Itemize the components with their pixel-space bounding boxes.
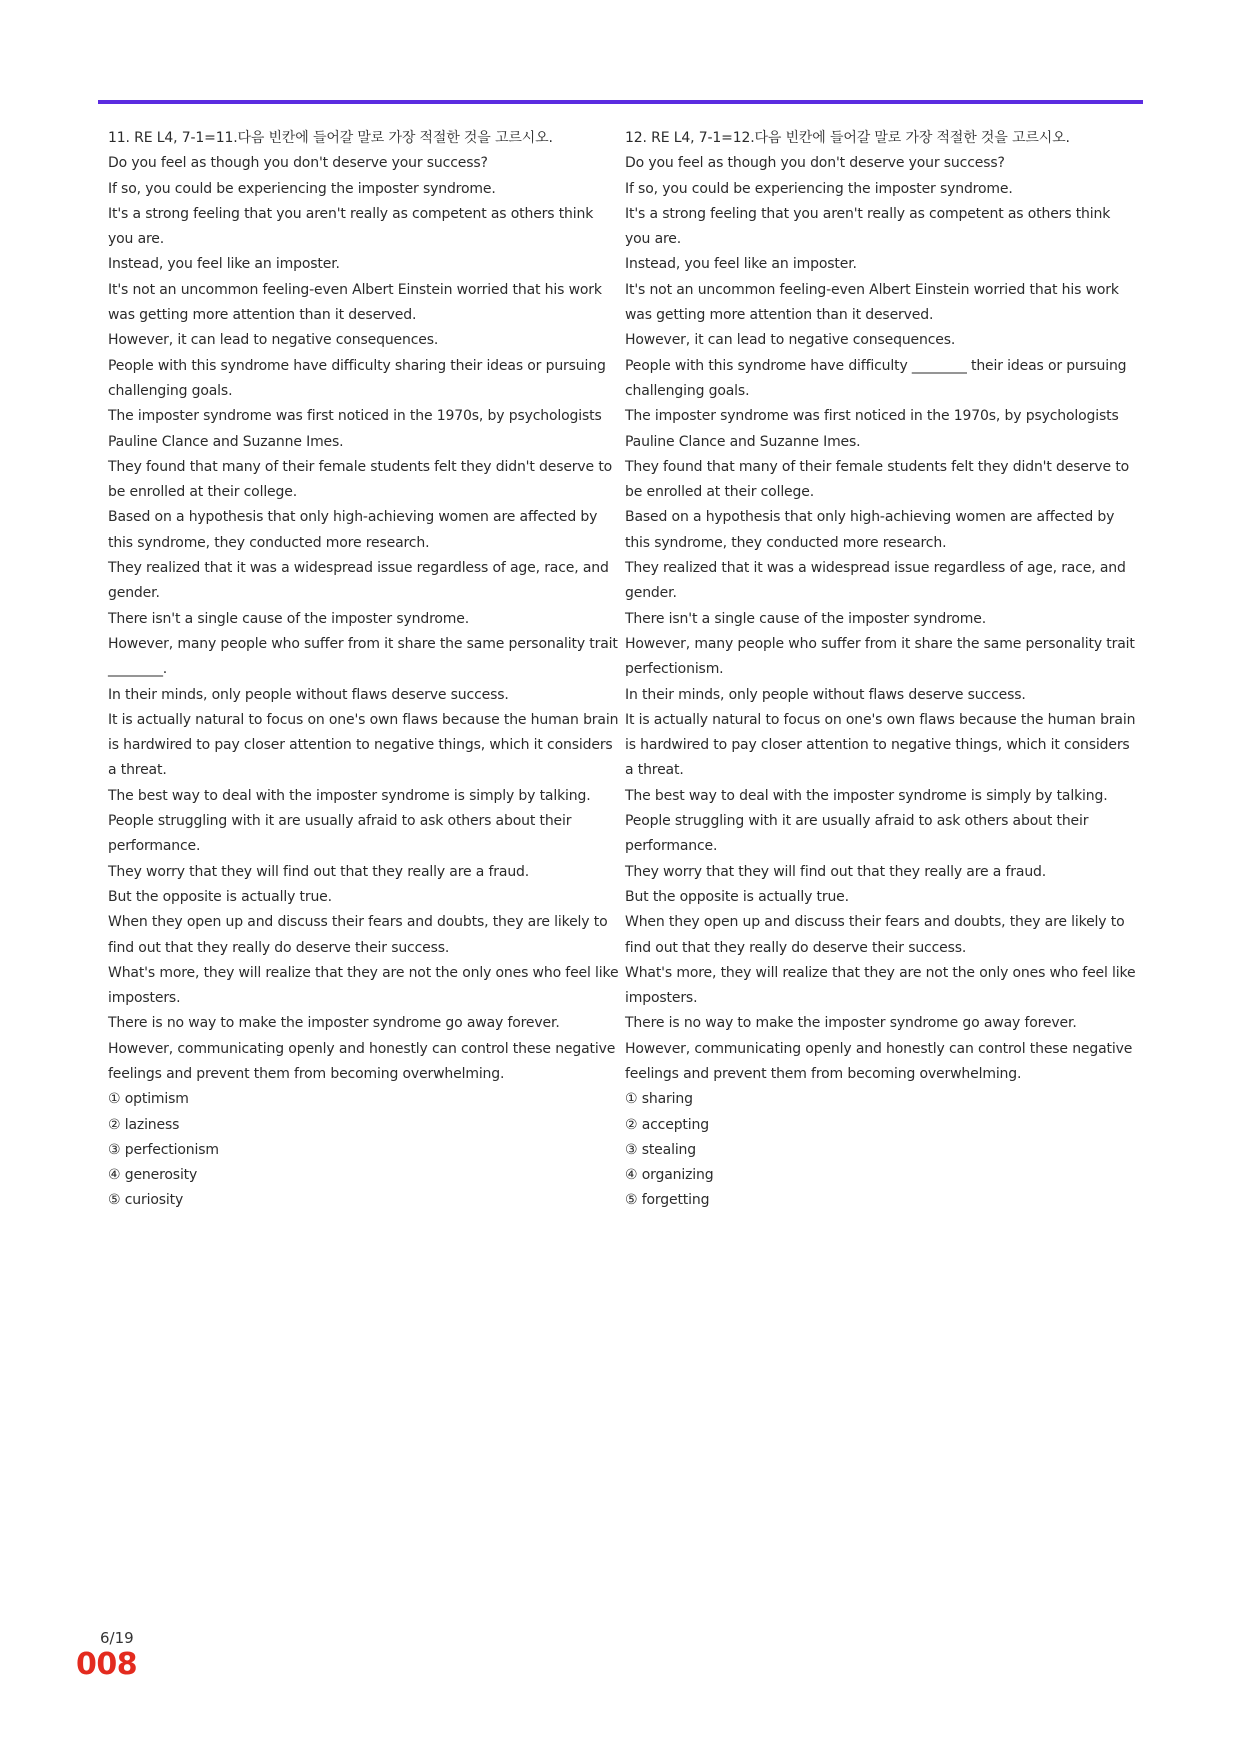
question-header: 12. RE L4, 7-1=12.다음 빈칸에 들어갈 말로 가장 적절한 것을 고르시오. — [625, 130, 1070, 146]
passage-line: It's not an uncommon feeling-even Albert Einstein worried that his work was getting more attention than it deserved. — [108, 281, 602, 324]
passage-line: The imposter syndrome was first noticed in the 1970s, by psychologists Pauline Clance and Suzanne Imes. — [625, 408, 1119, 450]
answer-option: ⑤ curiosity — [108, 1192, 184, 1209]
passage-line: However, it can lead to negative consequences. — [625, 332, 956, 349]
question-11 — [108, 126, 620, 1214]
answer-option: ③ stealing — [625, 1141, 697, 1158]
page-code: 008 — [76, 1647, 138, 1682]
passage-line: However, many people who suffer from it share the same personality trait perfectionism. — [625, 635, 1135, 678]
passage-line: In their minds, only people without flaws deserve success. — [108, 686, 509, 703]
passage-line: People struggling with it are usually afraid to ask others about their performance. — [625, 813, 1089, 855]
passage-line: When they open up and discuss their fears and doubts, they are likely to find out that they really do deserve their success. — [108, 914, 608, 956]
passage-line-with-blank: People with this syndrome have difficulty ________ their ideas or pursuing challenging goals. — [625, 357, 1127, 399]
passage-line: If so, you could be experiencing the imposter syndrome. — [625, 180, 1013, 197]
passage-line: It's a strong feeling that you aren't really as competent as others think you are. — [625, 205, 1111, 248]
answer-options — [108, 1087, 620, 1213]
question-12 — [625, 126, 1137, 1214]
passage-line-with-blank: However, many people who suffer from it share the same personality trait ________. — [108, 635, 618, 678]
passage-line: It's a strong feeling that you aren't really as competent as others think you are. — [108, 205, 594, 248]
passage-line: However, it can lead to negative consequences. — [108, 332, 439, 349]
answer-option: ④ generosity — [108, 1167, 198, 1184]
passage-line: People struggling with it are usually afraid to ask others about their performance. — [108, 813, 572, 855]
passage-line: They found that many of their female students felt they didn't deserve to be enrolled at their college. — [625, 458, 1130, 501]
answer-option: ① sharing — [625, 1091, 693, 1108]
passage-line: When they open up and discuss their fears and doubts, they are likely to find out that they really do deserve their success. — [625, 914, 1125, 956]
page-number: 6/19 — [100, 1629, 134, 1647]
passage-line: They worry that they will find out that they really are a fraud. — [108, 863, 530, 880]
answer-option: ① optimism — [108, 1091, 189, 1108]
header-rule — [98, 100, 1143, 104]
passage-line: There is no way to make the imposter syndrome go away forever. — [108, 1015, 560, 1032]
passage-line: However, communicating openly and honestly can control these negative feelings and prevent them from becoming overwhelming. — [625, 1040, 1133, 1082]
passage-line: There is no way to make the imposter syndrome go away forever. — [625, 1015, 1077, 1032]
passage-line: There isn't a single cause of the imposter syndrome. — [625, 610, 987, 627]
passage-line: The imposter syndrome was first noticed in the 1970s, by psychologists Pauline Clance and Suzanne Imes. — [108, 408, 602, 450]
passage-line: They found that many of their female students felt they didn't deserve to be enrolled at their college. — [108, 458, 613, 501]
passage-line: But the opposite is actually true. — [108, 888, 332, 905]
answer-option: ③ perfectionism — [108, 1141, 219, 1158]
page-footer — [76, 1628, 137, 1682]
passage-line: It is actually natural to focus on one's own flaws because the human brain is hardwired to pay closer attention to negative things, which it considers a threat. — [108, 711, 619, 779]
passage-line: The best way to deal with the imposter syndrome is simply by talking. — [108, 787, 591, 804]
answer-option: ④ organizing — [625, 1167, 714, 1184]
passage-line: In their minds, only people without flaws deserve success. — [625, 686, 1026, 703]
answer-option: ② laziness — [108, 1116, 180, 1133]
passage-line: Based on a hypothesis that only high-achieving women are affected by this syndrome, they conducted more research. — [108, 509, 598, 551]
passage — [625, 151, 1137, 1087]
passage-line: They realized that it was a widespread issue regardless of age, race, and gender. — [625, 560, 1126, 602]
answer-options — [625, 1087, 1137, 1213]
passage-line: There isn't a single cause of the imposter syndrome. — [108, 610, 470, 627]
passage-line: They worry that they will find out that they really are a fraud. — [625, 863, 1047, 880]
answer-option: ② accepting — [625, 1116, 709, 1133]
passage-line: The best way to deal with the imposter syndrome is simply by talking. — [625, 787, 1108, 804]
passage-line: Based on a hypothesis that only high-achieving women are affected by this syndrome, they conducted more research. — [625, 509, 1115, 551]
passage-line: Do you feel as though you don't deserve your success? — [625, 155, 1005, 172]
passage-line: What's more, they will realize that they are not the only ones who feel like imposters. — [625, 964, 1136, 1007]
passage-line: If so, you could be experiencing the imposter syndrome. — [108, 180, 496, 197]
passage-line: Instead, you feel like an imposter. — [108, 256, 340, 273]
passage-line: Do you feel as though you don't deserve your success? — [108, 155, 488, 172]
passage-line: Instead, you feel like an imposter. — [625, 256, 857, 273]
passage-line: It's not an uncommon feeling-even Albert Einstein worried that his work was getting more attention than it deserved. — [625, 281, 1119, 324]
answer-option: ⑤ forgetting — [625, 1192, 710, 1209]
passage-line: It is actually natural to focus on one's own flaws because the human brain is hardwired to pay closer attention to negative things, which it considers a threat. — [625, 711, 1136, 779]
passage-line: What's more, they will realize that they are not the only ones who feel like imposters. — [108, 964, 619, 1007]
passage-line: However, communicating openly and honestly can control these negative feelings and prevent them from becoming overwhelming. — [108, 1040, 616, 1082]
question-header: 11. RE L4, 7-1=11.다음 빈칸에 들어갈 말로 가장 적절한 것을 고르시오. — [108, 130, 553, 146]
passage — [108, 151, 620, 1087]
passage-line: But the opposite is actually true. — [625, 888, 849, 905]
passage-line: People with this syndrome have difficulty sharing their ideas or pursuing challenging goals. — [108, 357, 606, 399]
passage-line: They realized that it was a widespread issue regardless of age, race, and gender. — [108, 560, 609, 602]
